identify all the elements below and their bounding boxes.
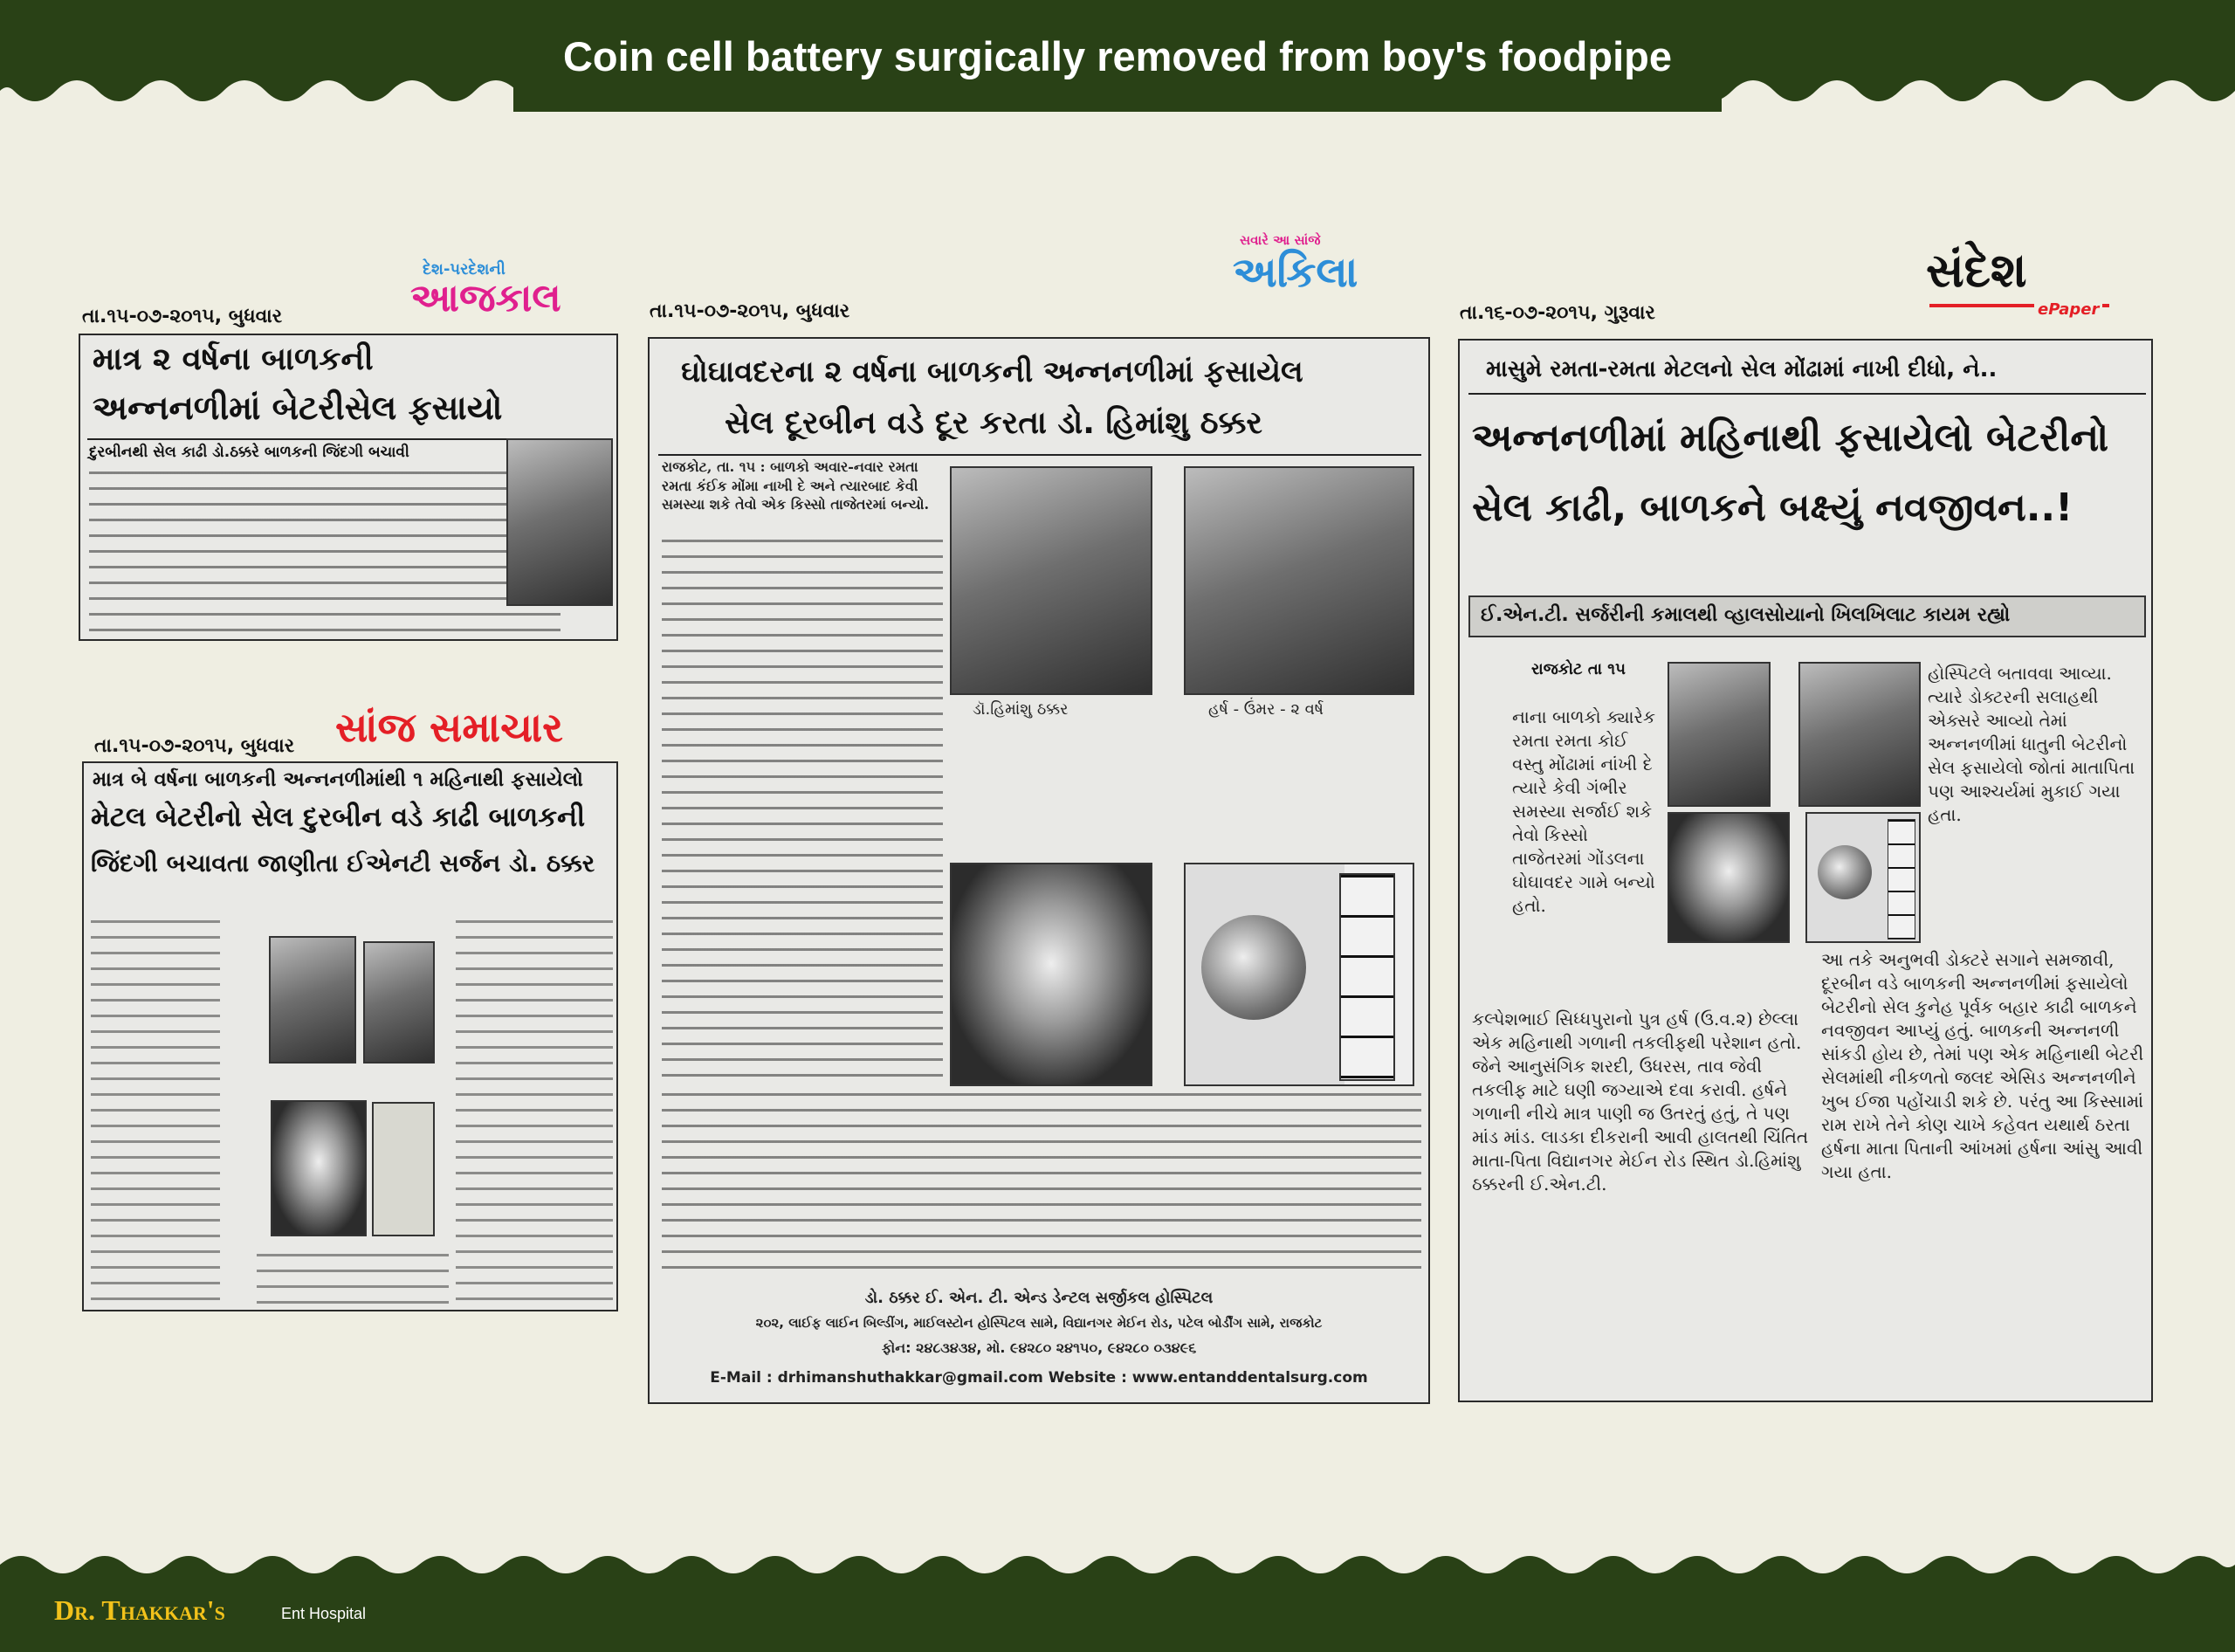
banner-title-box [513,0,1722,112]
caption-right: હર્ષ - ઉંમર - ૨ વર્ષ [1208,700,1324,719]
clip3-article [648,337,1430,1404]
battery-image [372,1102,435,1236]
footer-line: ફોન: ૨૪૮૩૪૩૪, મો. ૯૪૨૮૦ ૨૪૧૫૦, ૯૪૨૮૦ ૦૩૪૯૬ [881,1339,1197,1356]
headline: સેલ કાઢી, બાળકને બક્ષ્યું નવજીવન..! [1472,485,2073,530]
clip4-date: તા.૧૬-૦૭-૨૦૧૫, ગુરૂવાર [1460,302,1655,324]
headline: ઘોઘાવદરના ૨ વર્ષના બાળકની અન્નનળીમાં ફસાયેલ [681,354,1303,389]
ruler-icon [1888,819,1915,940]
footer-line: ડો. ઠક્કર ઈ. એન. ટી. એન્ડ ડેન્ટલ સર્જીકલ હોસ્પિટલ [864,1289,1214,1307]
clip1-date: તા.૧૫-૦૭-૨૦૧૫, બુધવાર [82,306,283,327]
subhead: ઈ.એન.ટી. સર્જરીની કમાલથી વ્હાલસોયાનો ખિલખિલાટ કાયમ રહ્યો [1481,604,2011,626]
body-text [662,540,943,1086]
subhead: દુરબીનથી સેલ કાઢી ડો.ઠક્કરે બાળકની જિંદગી બચાવી [89,444,409,461]
xray-image [271,1100,367,1236]
caption-left: ડૉ.હિમાંશુ ઠક્કર [973,700,1069,719]
boy-photo [363,941,435,1063]
footer-line: ૨૦૨, લાઈફ લાઈન બિલ્ડીંગ, માઈલસ્ટોન હોસ્પિટલ સામે, વિદ્યાનગર મેઈન રોડ, પટેલ બોર્ડીંગ સામે, રાજકોટ [755,1315,1323,1331]
boy-photo [1184,466,1414,695]
paper-name: અકિલા [1233,248,1358,297]
xray-image [1668,812,1790,943]
headline: મેટલ બેટરીનો સેલ દુરબીન વડે કાઢી બાળકની [91,802,586,833]
headline: માત્ર ૨ વર્ષના બાળકની [93,341,374,377]
brand-name: Dr. Thakkar's [54,1594,225,1626]
clip3-masthead [1233,232,1407,316]
headline: માત્ર બે વર્ષના બાળકની અન્નનળીમાંથી ૧ મહિનાથી ફસાયેલો [93,768,583,791]
byline: રાજકોટ, તા. ૧૫ : બાળકો અવાર-નવાર રમતા રમતા કંઈક મોંમા નાખી દે અને ત્યારબાદ કેવી સમસ્યા શકે તેવો એક કિસ્સો તાજેતરમાં બન્યો. [662,458,930,513]
headline: અન્નનળીમાં બેટરીસેલ ફસાયો [93,388,503,427]
body-text-wide [662,1093,1421,1282]
headline: અન્નનળીમાં મહિનાથી ફસાયેલો બેટરીનો [1472,416,2109,460]
doctor-photo [1668,662,1771,807]
banner-title: Coin cell battery surgically removed from boy's foodpipe [562,32,1672,79]
battery-coin-icon [1818,845,1872,899]
boy-photo [1798,662,1921,807]
col1b-text: કલ્પેશભાઈ સિધ્ધપુરાનો પુત્ર હર્ષ (ઉ.વ.૨) છેલ્લા એક મહિનાથી ગળાની તકલીફથી પરેશાન હતો. જેને આનુસંગિક શરદી, ઉધરસ, તાવ જેવી તકલીફ માટે ઘણી જગ્યાએ દવા કરાવી. હર્ષને ગળાની નીચે માત્ર પાણી જ ઉતરતું હતું, તે પણ માંડ માંડ. લાડકા દીકરાની આવી હાલતથી ચિંતિત માતા-પિતા વિદ્યાનગર મેઈન રોડ સ્થિત ડો.હિમાંશુ ઠક્કરની ઈ.એન.ટી. [1472,1008,1809,1194]
wavy-bottom-border [0,1547,2235,1652]
top-banner [0,0,2235,115]
xray-image [950,863,1152,1086]
bottom-footer [0,1547,2235,1652]
ruler-icon [1339,873,1395,1081]
footer-line: E-Mail : drhimanshuthakkar@gmail.com Website : www.entanddentalsurg.com [710,1369,1368,1387]
battery-image [1184,863,1414,1086]
body-text-3 [456,920,613,1308]
kicker: માસુમે રમતા-રમતા મેટલનો સેલ મોંઢામાં નાખી દીધો, ને.. [1486,356,1998,382]
paper-tagline: સવારે આ સાંજે [1240,232,1321,248]
col1-text: નાના બાળકો ક્યારેક રમતા રમતા કોઈ વસ્તુ મોંઢામાં નાંખી દે ત્યારે કેવી ગંભીર સમસ્યા સર્જાઈ શકે તેવો કિસ્સો તાજેતરમાં ગોંડલના ઘોઘાવદર ગામે બન્યો હતો. [1512,706,1655,916]
clip1-masthead [410,260,620,330]
brand-suffix: Ent Hospital [281,1605,367,1622]
doctor-photo [950,466,1152,695]
battery-image [1805,812,1921,943]
subhead-box [1468,595,2146,637]
body-text [91,920,220,1304]
clip4-article [1458,339,2153,1402]
doctor-photo [269,936,356,1063]
dateline: રાજકોટ તા ૧૫ [1531,660,1626,678]
clip4-masthead [1926,243,2118,321]
headline: સેલ દૂરબીન વડે દૂર કરતા ડો. હિમાંશુ ઠક્કર [725,405,1262,441]
boy-photo [506,438,613,606]
paper-name: સંદેશ [1926,243,2027,298]
clip2-masthead: સાંજ સમાચાર [335,704,563,751]
headline: જિંદગી બચાવતા જાણીતા ઈએનટી સર્જન ડો. ઠક્કર [91,849,595,878]
rule [1468,393,2146,395]
paper-sub: ePaper [2034,300,2102,319]
paper-name: આજકાલ [410,276,561,320]
body-text-2 [257,1254,449,1308]
clip1-article [79,334,618,641]
col2b-text: આ તકે અનુભવી ડોક્ટરે સગાને સમજાવી, દૂરબીન વડે બાળકની અન્નનળીમાં ફસાયેલો બેટરીનો સેલ કુનેહ પૂર્વક બહાર કાઢી બાળકને નવજીવન આપ્યું હતું. બાળકની અન્નનળી સાંકડી હોય છે, તેમાં પણ એક મહિનાથી બેટરી સેલમાંથી નીકળતો જલદ એસિડ અન્નનળીને ખુબ ઈજા પહોંચાડી શકે છે. પરંતુ આ કિસ્સામાં રામ રાખે તેને કોણ ચાખે કહેવત યથાર્થ ઠરતા હર્ષના માતા પિતાની આંખમાં હર્ષના આંસુ આવી ગયા હતા. [1821,949,2144,1182]
rule [658,454,1421,456]
clip3-date: તા.૧૫-૦૭-૨૦૧૫, બુધવાર [650,300,850,322]
paper-tagline: દેશ-પરદેશની [423,260,505,279]
clip2-article [82,761,618,1311]
body-text [89,472,560,634]
col2-text: હોસ્પિટલે બતાવવા આવ્યા. ત્યારે ડોક્ટરની સલાહથી એક્સરે આવ્યો તેમાં અન્નનળીમાં ધાતુની બેટરીનો સેલ ફસાયેલો જોતાં માતાપિતા પણ આશ્ચર્યમાં મુકાઈ ગયા હતા. [1928,663,2135,825]
clip2-date: તા.૧૫-૦૭-૨૦૧૫, બુધવાર [94,735,295,757]
battery-coin-icon [1201,915,1306,1020]
